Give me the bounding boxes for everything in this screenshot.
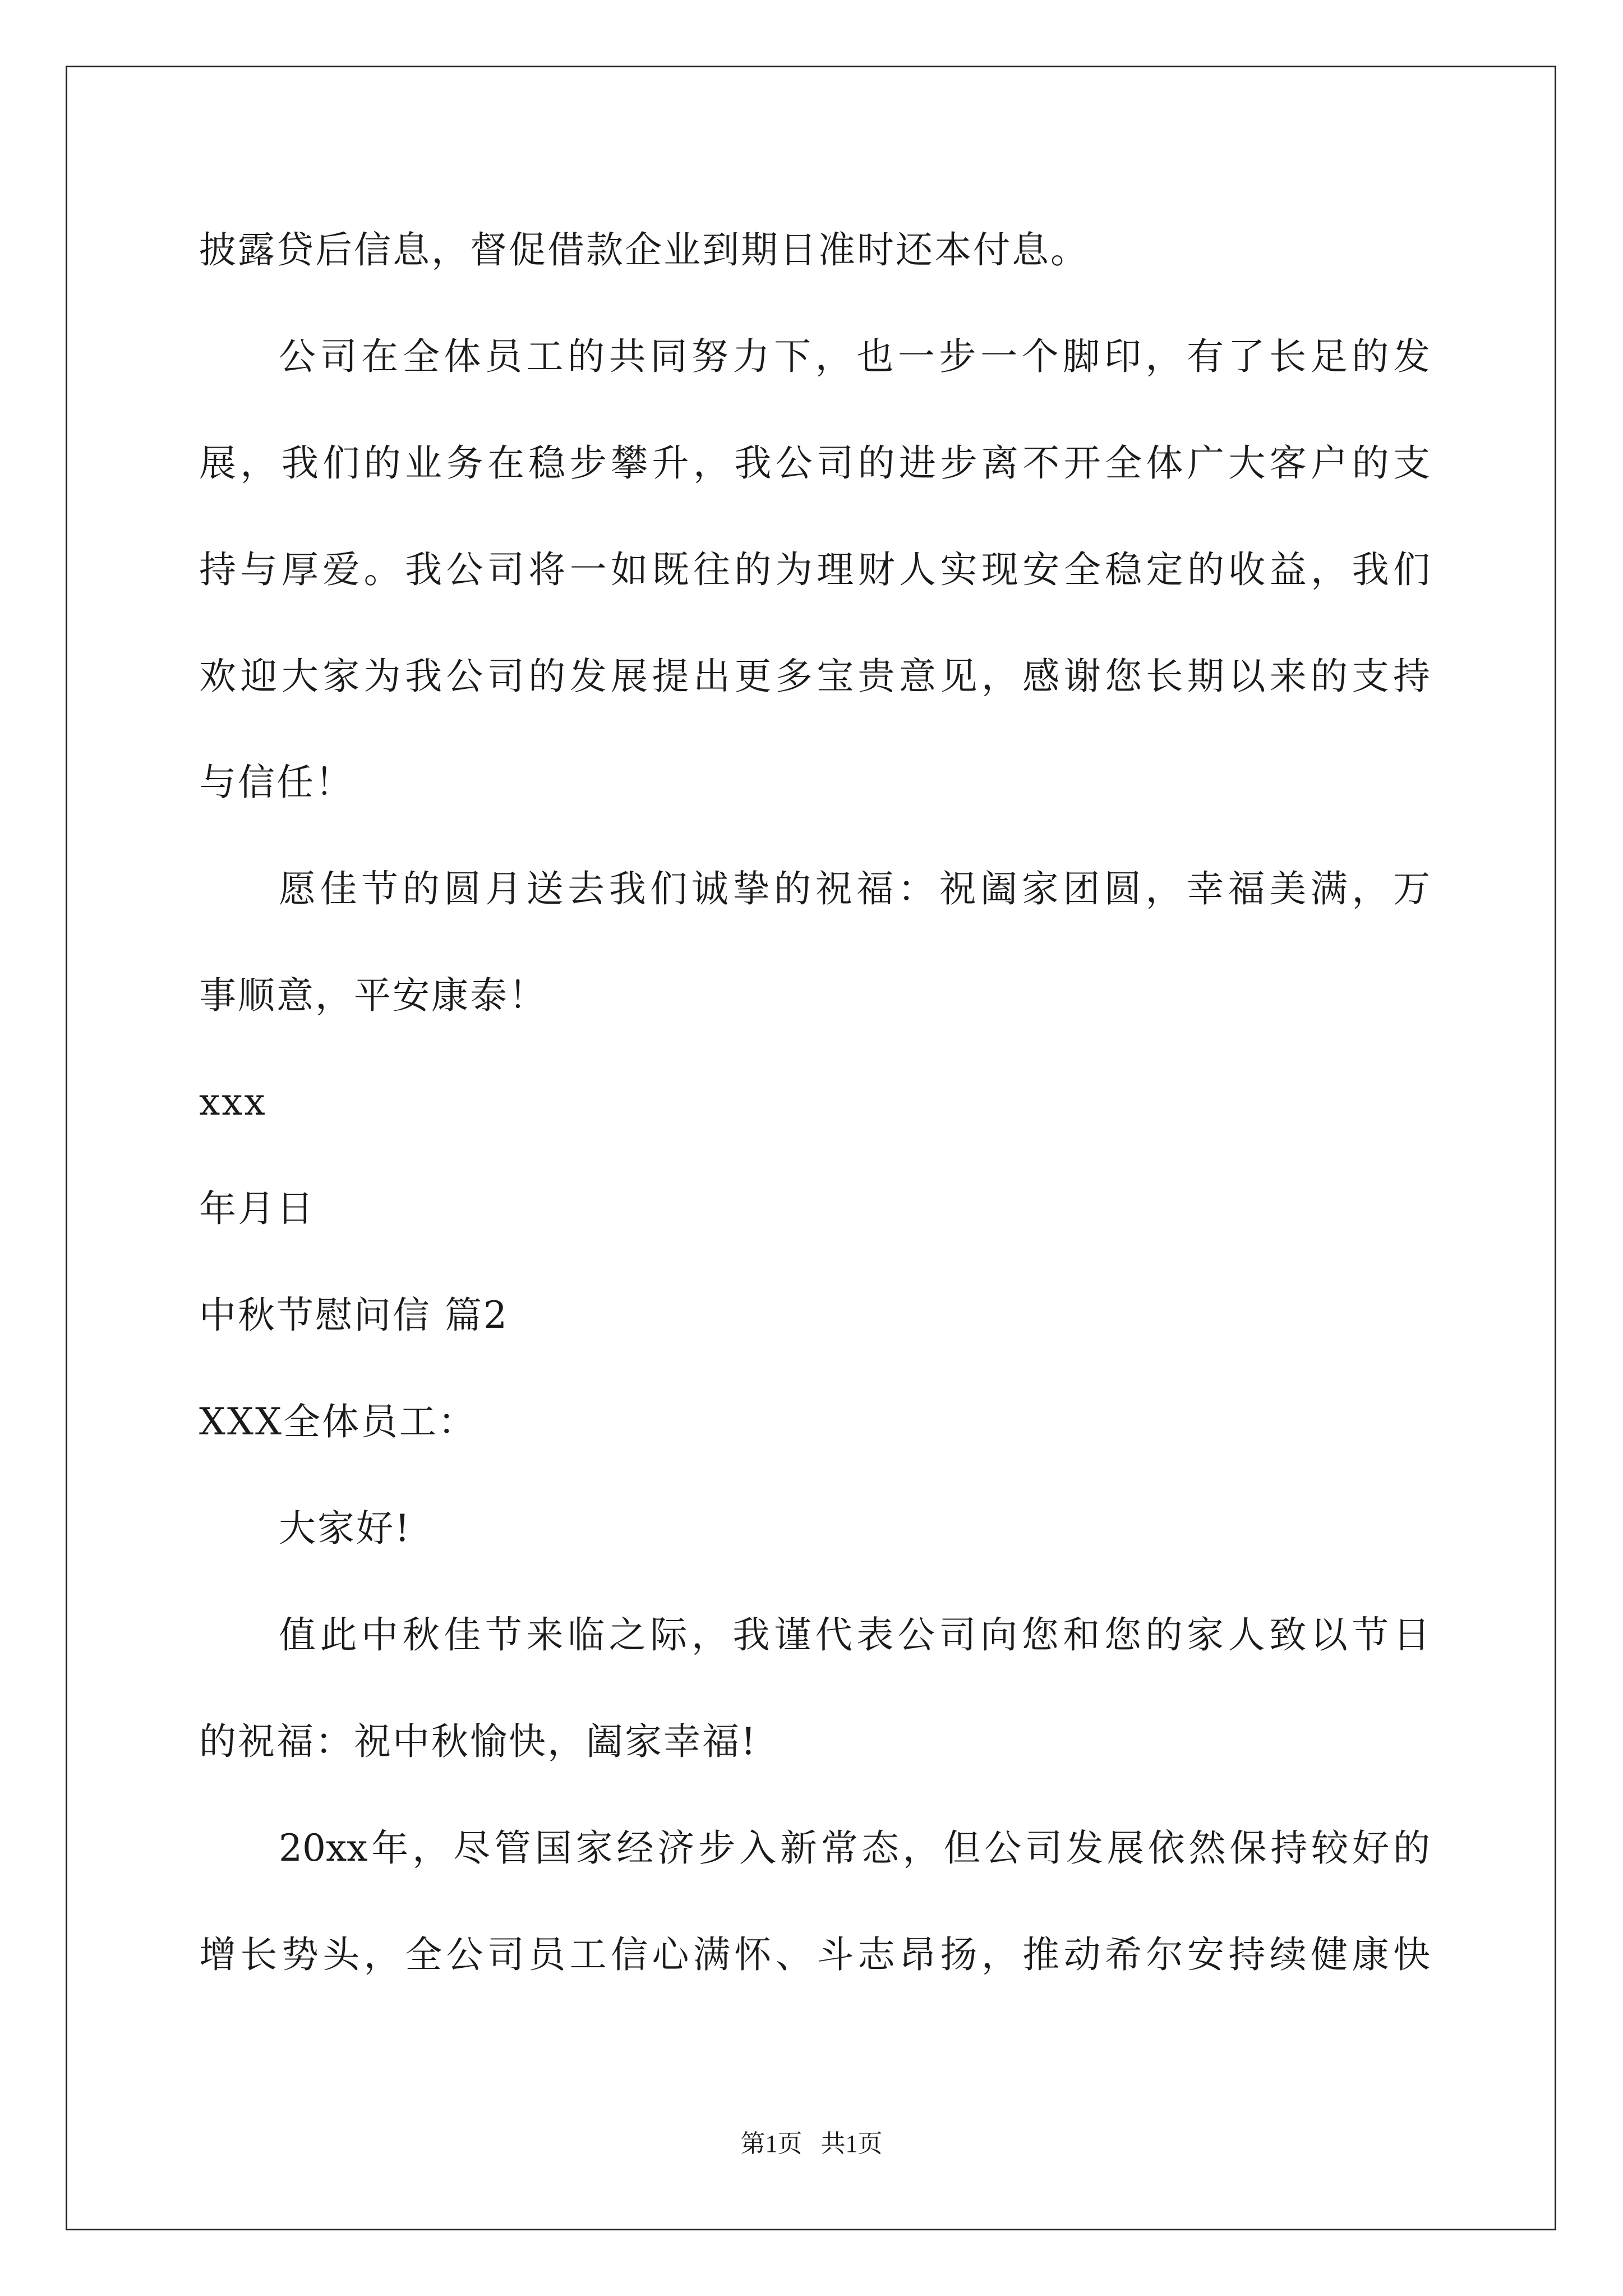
page-footer: 第1页 共1页 [740, 2130, 883, 2157]
page-border [66, 66, 1556, 2230]
paragraph-line: 值此中秋佳节来临之际，我谨代表公司向您和您的家人致以节日 [279, 1613, 1430, 1657]
paragraph-line: 公司在全体员工的共同努力下，也一步一个脚印，有了长足的发 [279, 335, 1430, 378]
signature-date: 年月日 [199, 1187, 315, 1230]
paragraph-line: 增长势头，全公司员工信心满怀、斗志昂扬，推动希尔安持续健康快 [199, 1933, 1430, 1976]
paragraph-line: 20xx年，尽管国家经济步入新常态，但公司发展依然保持较好的 [279, 1826, 1430, 1870]
paragraph-line: 事顺意，平安康泰！ [199, 974, 547, 1017]
salutation: XXX全体员工： [199, 1400, 477, 1443]
paragraph-line: 与信任！ [199, 761, 354, 804]
paragraph-line: 披露贷后信息，督促借款企业到期日准时还本付息。 [199, 228, 1089, 272]
paragraph-line: 愿佳节的圆月送去我们诚挚的祝福：祝阖家团圆，幸福美满，万 [279, 867, 1430, 910]
paragraph-line: 的祝福：祝中秋愉快，阖家幸福! [199, 1720, 758, 1763]
paragraph-line: 持与厚爱。我公司将一如既往的为理财人实现安全稳定的收益，我们 [199, 548, 1430, 591]
paragraph-line: 展，我们的业务在稳步攀升，我公司的进步离不开全体广大客户的支 [199, 441, 1430, 485]
paragraph-line: 欢迎大家为我公司的发展提出更多宝贵意见，感谢您长期以来的支持 [199, 655, 1430, 698]
greeting: 大家好! [279, 1507, 412, 1550]
signature-name: xxx [199, 1080, 267, 1124]
section-heading: 中秋节慰问信 篇2 [199, 1294, 509, 1337]
